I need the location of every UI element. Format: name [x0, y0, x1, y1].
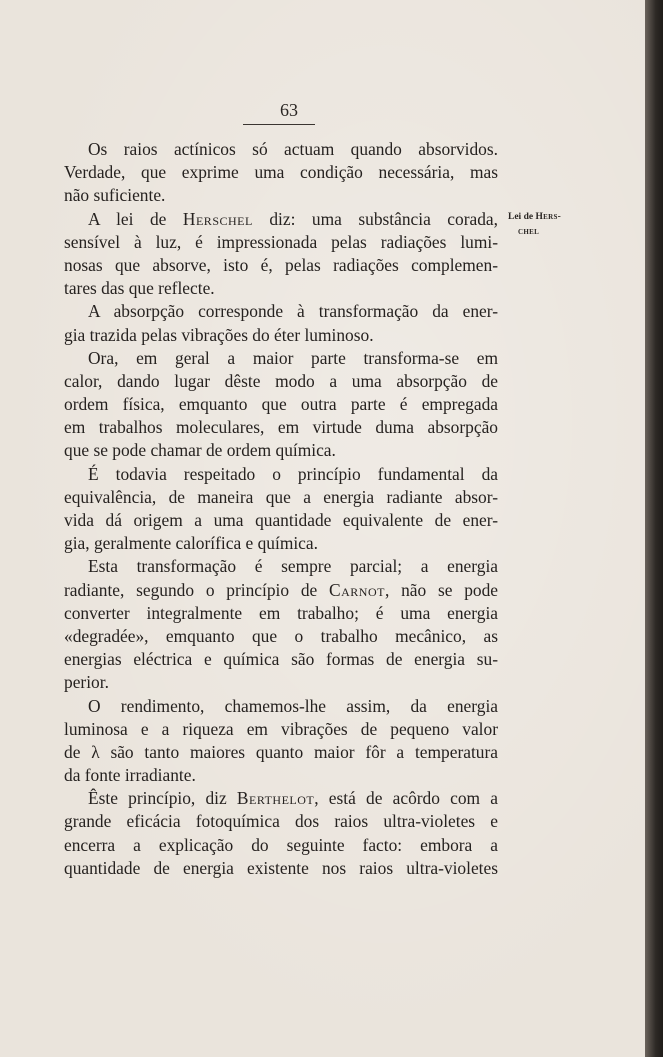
- text-line: [64, 579, 498, 602]
- text-line: da fonte irradiante.: [64, 765, 196, 786]
- margin-note-name-part1: Hers-: [535, 212, 562, 222]
- author-name: Herschel: [182, 208, 253, 229]
- text-line: Ora, em geral a maior parte transforma-se em: [88, 347, 498, 368]
- text-segment: , não se pode: [384, 579, 499, 600]
- author-name: Carnot: [329, 579, 385, 600]
- text-line: «degradée», emquanto que o trabalho mecânico, as: [64, 625, 498, 646]
- text-line: [64, 208, 498, 231]
- author-name: Berthelot: [236, 788, 315, 809]
- text-line: em trabalhos moleculares, em virtude duma absorpção: [64, 417, 498, 438]
- text-line: energias eléctrica e química são formas de energia su-: [64, 649, 498, 670]
- text-line: Verdade, que exprime uma condição necessária, mas: [64, 162, 498, 183]
- margin-note-name-part2: chel: [518, 227, 540, 237]
- text-line: ordem física, emquanto que outra parte é empregada: [64, 394, 498, 415]
- book-binding-edge: [645, 0, 663, 1057]
- text-line: Os raios actínicos só actuam quando absorvidos.: [88, 139, 498, 159]
- text-line: luminosa e a riqueza em vibrações de pequeno valor: [64, 718, 498, 739]
- text-line: nosas que absorve, isto é, pelas radiações complemen-: [64, 254, 498, 275]
- text-segment: diz: uma substância corada,: [252, 208, 498, 229]
- text-line: O rendimento, chamemos-lhe assim, da energia: [88, 695, 498, 716]
- text-line: tares das que reflecte.: [64, 278, 215, 299]
- text-line: converter integralmente em trabalho; é uma energia: [64, 602, 498, 623]
- text-segment: Êste princípio, diz: [88, 788, 237, 809]
- page-number-rule: [243, 124, 315, 125]
- text-segment: , está de acôrdo com a: [314, 788, 498, 809]
- text-line: de λ são tanto maiores quanto maior fôr a temperatura: [64, 741, 498, 762]
- text-line: A absorpção corresponde à transformação da ener-: [88, 301, 498, 322]
- text-line: que se pode chamar de ordem química.: [64, 440, 336, 461]
- text-line: sensível à luz, é impressionada pelas radiações lumi-: [64, 231, 498, 252]
- text-line: perior.: [64, 672, 109, 693]
- text-line: gia, geralmente calorífica e química.: [64, 533, 318, 554]
- text-segment: A lei de: [88, 208, 183, 229]
- text-line: equivalência, de maneira que a energia radiante absor-: [64, 486, 498, 507]
- margin-note-line1: Lei de: [508, 212, 534, 222]
- margin-note: [508, 210, 588, 240]
- text-line: gia trazida pelas vibrações do éter luminoso.: [64, 324, 374, 345]
- text-line: encerra a explicação do seguinte facto: embora a: [64, 834, 498, 855]
- text-line: [64, 787, 498, 810]
- body-text: [64, 138, 498, 880]
- text-line: quantidade de energia existente nos raios ultra-violetes: [64, 857, 498, 878]
- text-line: grande eficácia fotoquímica dos raios ultra-violetes e: [64, 811, 498, 832]
- text-segment: radiante, segundo o princípio de: [64, 579, 330, 600]
- text-line: calor, dando lugar dêste modo a uma absorpção de: [64, 370, 498, 391]
- text-line: É todavia respeitado o princípio fundamental da: [88, 463, 498, 484]
- page-number: 63: [280, 100, 298, 120]
- text-line: não suficiente.: [64, 185, 166, 206]
- text-line: Esta transformação é sempre parcial; a energia: [88, 556, 498, 577]
- text-line: vida dá origem a uma quantidade equivalente de ener-: [64, 510, 498, 530]
